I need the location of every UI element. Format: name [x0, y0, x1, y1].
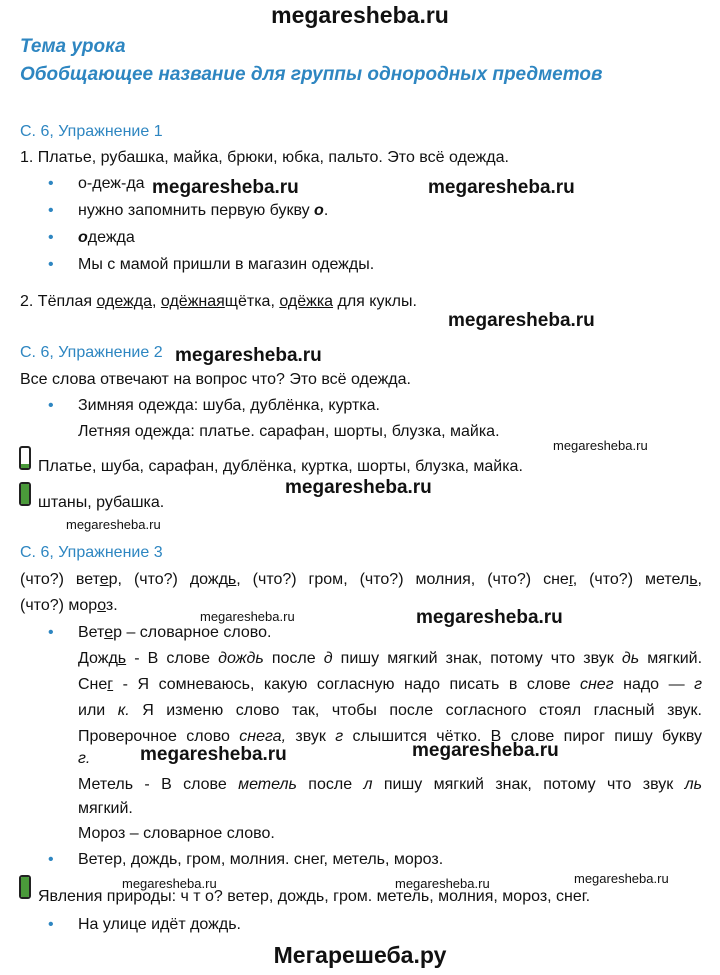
watermark: megaresheba.ru: [412, 740, 559, 761]
watermark: megaresheba.ru: [553, 438, 648, 453]
battery-icon: [19, 875, 31, 899]
watermark: megaresheba.ru: [574, 871, 669, 886]
bullet-dot: •: [48, 851, 54, 868]
exercise-1-heading: С. 6, Упражнение 1: [20, 123, 163, 140]
ex3-check-1: Явления природы: ч т о? ветер, дождь, гром. метель, молния, мороз, снег.: [38, 888, 591, 905]
exercise-2-heading: С. 6, Упражнение 2: [20, 344, 163, 361]
ex3-sneg-4: г.: [78, 750, 91, 767]
ex2-check-1: Платье, шуба, сарафан, дублёнка, куртка, шорты, блузка, майка.: [38, 458, 523, 475]
ex3-words-line-2: (что?) мороз.: [20, 597, 118, 614]
watermark: megaresheba.ru: [122, 876, 217, 891]
topic-label: Тема урока: [20, 36, 126, 57]
ex3-dozhd: Дождь - В слове дождь после д пишу мягкий знак, потому что звук дь мягкий.: [78, 650, 703, 667]
bullet-dot: •: [48, 175, 54, 192]
bullet-dot: •: [48, 624, 54, 641]
ex3-sneg-2: или к. Я изменю слово так, чтобы после согласного стоял гласный звук.: [78, 702, 702, 719]
watermark: megaresheba.ru: [395, 876, 490, 891]
ex1-line-2: 2. Тёплая одежда, одёжнаящётка, одёжка для куклы.: [20, 293, 417, 310]
watermark: megaresheba.ru: [152, 177, 299, 198]
bullet-dot: •: [48, 229, 54, 246]
site-header[interactable]: megaresheba.ru: [271, 2, 449, 28]
bullet-dot: •: [48, 916, 54, 933]
ex3-metel-1: Метель - В слове метель после л пишу мягкий знак, потому что звук ль: [78, 776, 702, 793]
bullet-dot: •: [48, 202, 54, 219]
bullet-dot: •: [48, 397, 54, 414]
site-footer[interactable]: Мегарешеба.ру: [273, 942, 447, 968]
ex2-check-2: штаны, рубашка.: [38, 494, 165, 511]
ex3-metel-2: мягкий.: [78, 800, 133, 817]
ex1-bullet-3: одежда: [78, 229, 135, 246]
bullet-dot: •: [48, 256, 54, 273]
ex2-bullet-1a: Зимняя одежда: шуба, дублёнка, куртка.: [78, 397, 380, 414]
exercise-3-heading: С. 6, Упражнение 3: [20, 544, 163, 561]
watermark: megaresheba.ru: [175, 345, 322, 366]
ex2-bullet-1b: Летняя одежда: платье. сарафан, шорты, блузка, майка.: [78, 423, 500, 440]
ex1-line-1: 1. Платье, рубашка, майка, брюки, юбка, пальто. Это всё одежда.: [20, 149, 509, 166]
ex3-veter: Ветер – словарное слово.: [78, 624, 272, 641]
watermark: megaresheba.ru: [140, 744, 287, 765]
battery-icon: [19, 482, 31, 506]
ex2-line-1: Все слова отвечают на вопрос что? Это всё одежда.: [20, 371, 411, 388]
ex3-words-line-1: (что?) ветер, (что?) дождь, (что?) гром, (что?) молния, (что?) снег, (что?) метель,: [20, 571, 702, 588]
ex1-bullet-1: о-деж-да: [78, 175, 145, 192]
watermark: megaresheba.ru: [285, 477, 432, 498]
ex3-moroz: Мороз – словарное слово.: [78, 825, 275, 842]
watermark: megaresheba.ru: [416, 607, 563, 628]
ex3-bullet-2: Ветер, дождь, гром, молния. снег, метель, мороз.: [78, 851, 444, 868]
ex1-bullet-4: Мы с мамой пришли в магазин одежды.: [78, 256, 375, 273]
ex3-sneg-1: Снег - Я сомневаюсь, какую согласную надо писать в слове снег надо — г: [78, 676, 703, 693]
watermark: megaresheba.ru: [66, 517, 161, 532]
watermark: megaresheba.ru: [448, 310, 595, 331]
topic-title: Обобщающее название для группы однородных предметов: [20, 64, 603, 85]
ex3-sneg-3: Проверочное слово снега, звук г слышится чётко. В слове пирог пишу букву: [78, 728, 703, 745]
watermark: megaresheba.ru: [200, 609, 295, 624]
battery-icon: [19, 446, 31, 470]
ex3-bullet-3: На улице идёт дождь.: [78, 916, 241, 933]
ex1-bullet-2: нужно запомнить первую букву о.: [78, 202, 329, 219]
watermark: megaresheba.ru: [428, 177, 575, 198]
